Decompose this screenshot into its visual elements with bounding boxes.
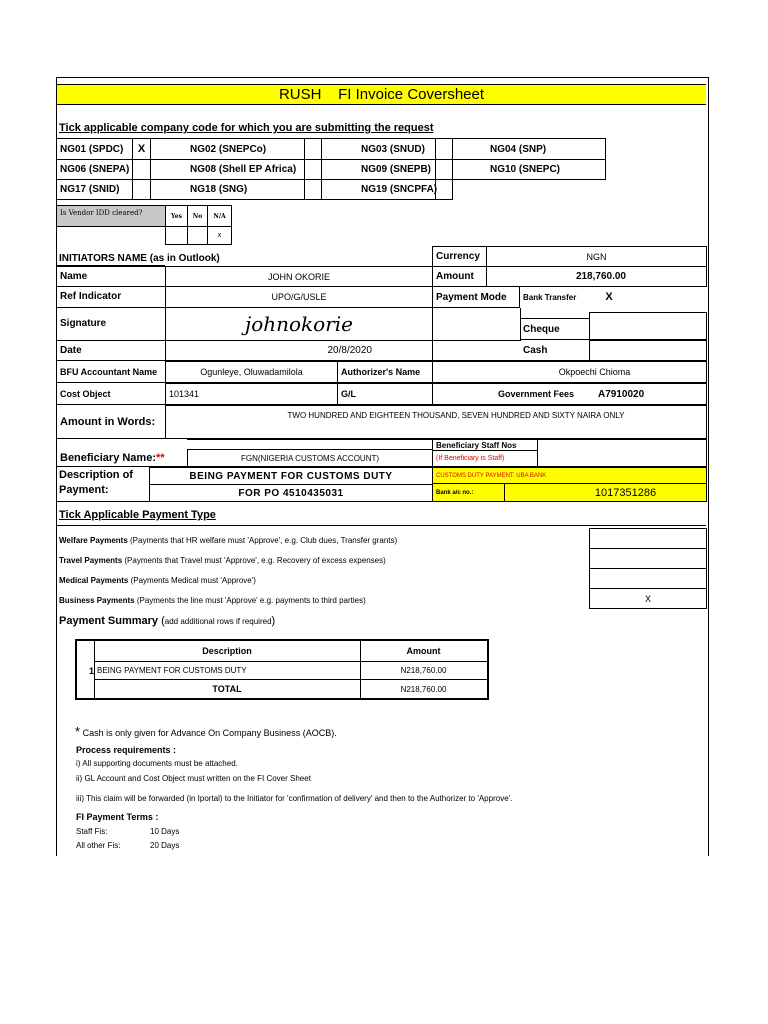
beneficiary-label-text: Beneficiary Name: (60, 452, 156, 464)
other-fis-label: All other Fis: (76, 841, 121, 850)
business-payments-desc: (Payments the line must 'Approve' e.g. payments to third parties) (134, 596, 366, 605)
payment-summary-heading (59, 615, 275, 627)
payment-summary-table (75, 639, 489, 700)
travel-payments-desc: (Payments that Travel must 'Approve', e.g. Recovery of excess expenses) (122, 556, 386, 565)
welfare-payments-desc: (Payments that HR welfare must 'Approve', e.g. Club dues, Transfer grants) (127, 536, 398, 545)
travel-payments-label: Travel Payments (59, 556, 123, 565)
cheque-label: Cheque (520, 318, 590, 340)
currency-label: Currency (432, 246, 487, 267)
amount-label: Amount (432, 266, 487, 287)
bank-ac-label: Bank a/c no.: (432, 483, 505, 502)
travel-payments-tick[interactable] (589, 548, 707, 569)
summary-col-description: Description (94, 641, 361, 662)
business-payments-tick[interactable]: X (589, 588, 707, 609)
date-value[interactable]: 20/8/2020 (165, 340, 433, 361)
government-fees-value[interactable]: A7910020 (598, 388, 645, 400)
amount-words-label: Amount in Words: (57, 405, 166, 439)
description-line-2[interactable]: FOR PO 4510435031 (149, 484, 433, 502)
payment-summary-title: Payment Summary (59, 615, 159, 627)
company-code-ng06: NG06 (SNEPA) (60, 163, 130, 175)
vendor-idd-na: N/A (207, 205, 232, 227)
beneficiary-stars: ** (156, 452, 165, 464)
bfu-label: BFU Accountant Name (57, 361, 166, 383)
vendor-idd-question: Is Vendor IDD cleared? (60, 209, 143, 217)
summary-total-label: TOTAL (94, 680, 361, 698)
company-tick-ng01[interactable]: X (137, 143, 146, 155)
beneficiary-staff-nos-box[interactable] (537, 439, 707, 467)
bank-ac-value[interactable]: 1017351286 (504, 483, 707, 502)
government-fees-label: Government Fees (498, 389, 575, 399)
vendor-idd-no: No (187, 205, 208, 227)
vendor-idd-yes: Yes (165, 205, 188, 227)
cost-object-value[interactable]: 101341 (165, 383, 338, 405)
payment-mode-blank (432, 308, 521, 341)
process-heading: Process requirements : (76, 745, 177, 755)
vendor-idd-block (57, 205, 233, 245)
welfare-payments-label: Welfare Payments (59, 536, 128, 545)
medical-payments-tick[interactable] (589, 568, 707, 589)
company-code-ng18: NG18 (SNG) (190, 183, 248, 195)
company-code-ng01: NG01 (SPDC) (60, 143, 124, 155)
cost-object-label: Cost Object (57, 383, 166, 405)
gl-label: G/L (337, 383, 433, 405)
bfu-value[interactable]: Ogunleye, Oluwadamilola (165, 361, 338, 383)
other-fis-value: 20 Days (150, 841, 180, 850)
beneficiary-staff-nos-label: Beneficiary Staff Nos (432, 439, 538, 451)
cheque-box[interactable] (589, 312, 707, 340)
vendor-idd-yes-box[interactable] (165, 226, 188, 245)
summary-row-description[interactable]: BEING PAYMENT FOR CUSTOMS DUTY (94, 662, 361, 680)
staff-fis-value: 10 Days (150, 827, 180, 836)
company-code-ng03: NG03 (SNUD) (361, 143, 425, 155)
description-label-2: Payment: (59, 484, 109, 496)
process-item-2: ii) GL Account and Cost Object must written on the FI Cover Sheet (76, 774, 311, 783)
coversheet (56, 77, 709, 856)
company-code-ng19: NG19 (SNCPFA) (361, 183, 438, 195)
name-label: Name (57, 266, 166, 287)
company-instruction: Tick applicable company code for which you are submitting the request (59, 122, 434, 134)
company-code-ng02: NG02 (SNEPCo) (190, 143, 267, 155)
staff-fis-label: Staff Fis: (76, 827, 108, 836)
welfare-payments-tick[interactable] (589, 528, 707, 549)
process-item-3: iii) This claim will be forwarded (in Iportal) to the Initiator for 'confirmation of delivery' and then to the Authorizer to 'Approve'. (76, 794, 513, 803)
date-label: Date (57, 340, 166, 361)
cash-note (75, 724, 337, 739)
cash-box[interactable] (589, 340, 707, 361)
bank-transfer-tick[interactable]: X (605, 291, 613, 303)
cash-note-text: Cash is only given for Advance On Company Business (AOCB). (82, 728, 337, 738)
description-label-1: Description of (59, 469, 133, 481)
vendor-idd-na-box[interactable]: x (207, 226, 232, 245)
beneficiary-label (57, 439, 187, 467)
if-beneficiary-staff-label: (If Beneficiary is Staff) (432, 450, 538, 467)
summary-total-amount: N218,760.00 (400, 684, 447, 694)
medical-payments-row (59, 576, 256, 585)
signature-label: Signature (60, 317, 107, 329)
bank-note: CUSTOMS DUTY PAYMENT: UBA BANK (432, 467, 707, 484)
medical-payments-desc: (Payments Medical must 'Approve') (128, 576, 256, 585)
name-value[interactable]: JOHN OKORIE (165, 266, 433, 287)
company-code-ng04: NG04 (SNP) (490, 143, 547, 155)
company-code-ng08: NG08 (Shell EP Africa) (190, 163, 297, 175)
signature-value[interactable]: johnokorie (165, 308, 433, 340)
ref-indicator-value[interactable]: UPO/G/USLE (165, 286, 433, 308)
payment-summary-note-open: ( (158, 615, 165, 627)
welfare-payments-row (59, 536, 397, 545)
bank-transfer-label: Bank Transfer (523, 292, 577, 302)
amount-value[interactable]: 218,760.00 (486, 266, 707, 287)
page-title: RUSH FI Invoice Coversheet (57, 84, 706, 105)
cash-label: Cash (520, 340, 590, 361)
company-code-grid (57, 138, 606, 200)
payment-terms-heading: FI Payment Terms : (76, 812, 159, 822)
business-payments-row (59, 596, 366, 605)
travel-payments-row (59, 556, 386, 565)
summary-col-amount: Amount (360, 641, 487, 662)
business-payments-label: Business Payments (59, 596, 135, 605)
payment-type-heading: Tick Applicable Payment Type (59, 509, 216, 521)
process-item-1: i) All supporting documents must be attached. (76, 759, 238, 768)
summary-row-no: 1 (88, 666, 94, 676)
summary-row-amount[interactable]: N218,760.00 (360, 662, 487, 680)
description-line-1[interactable]: BEING PAYMENT FOR CUSTOMS DUTY (149, 467, 433, 485)
company-code-ng09: NG09 (SNEPB) (361, 163, 432, 175)
company-code-ng17: NG17 (SNID) (60, 183, 120, 195)
payment-summary-note-close: ) (271, 615, 276, 627)
currency-value[interactable]: NGN (486, 246, 707, 267)
initiators-label: INITIATORS NAME (as in Outlook) (59, 253, 220, 264)
vendor-idd-no-box[interactable] (187, 226, 208, 245)
payment-mode-label: Payment Mode (432, 286, 520, 308)
ref-indicator-label: Ref Indicator (57, 286, 166, 308)
amount-words-value[interactable]: TWO HUNDRED AND EIGHTEEN THOUSAND, SEVEN HUNDRED AND SIXTY NAIRA ONLY (165, 405, 707, 439)
medical-payments-label: Medical Payments (59, 576, 129, 585)
payment-summary-note: add additional rows if required (164, 617, 272, 626)
cash-note-star: * (75, 724, 81, 739)
authorizer-label: Authorizer's Name (337, 361, 433, 383)
company-code-ng10: NG10 (SNEPC) (490, 163, 561, 175)
beneficiary-value[interactable]: FGN(NIGERIA CUSTOMS ACCOUNT) (187, 449, 433, 467)
authorizer-value[interactable]: Okpoechi Chioma (432, 361, 707, 383)
